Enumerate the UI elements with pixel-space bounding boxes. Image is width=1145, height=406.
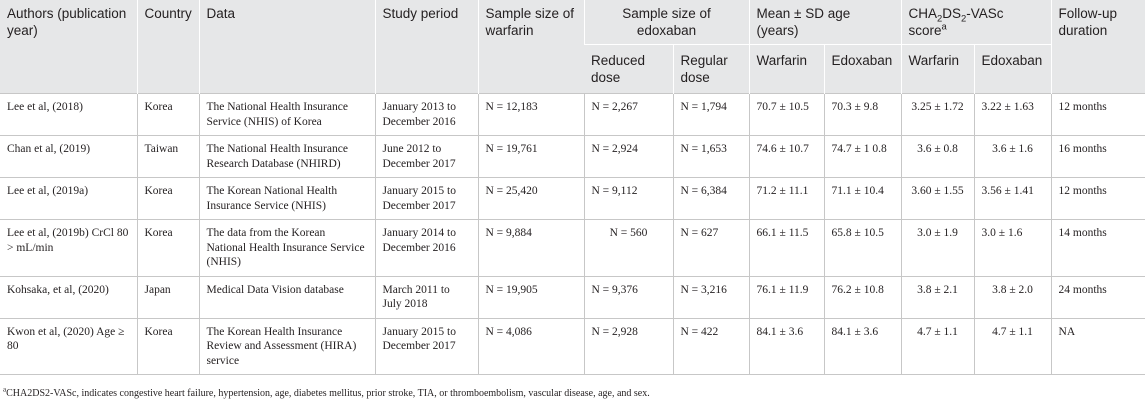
cell-n-reduced: N = 2,924: [584, 136, 673, 178]
footnote-marker: a: [3, 385, 7, 394]
cell-n-regular: N = 6,384: [673, 178, 749, 220]
table-row: [0, 178, 1145, 220]
cha-sub-2: 2: [961, 13, 967, 25]
cell-score-edoxaban: 3.0 ± 1.6: [974, 220, 1051, 277]
header-sample-edoxaban: Sample size of edoxaban: [584, 0, 749, 45]
subheader-regular-dose: Regular dose: [673, 45, 749, 94]
cell-authors: Lee et al, (2019b) CrCl 80 > mL/min: [0, 220, 137, 277]
cell-score-edoxaban: 4.7 ± 1.1: [974, 318, 1051, 375]
cell-age-warfarin: 76.1 ± 11.9: [749, 276, 824, 318]
cell-n-reduced: N = 2,267: [584, 94, 673, 136]
cell-n-regular: N = 1,653: [673, 136, 749, 178]
cell-n-warfarin: N = 25,420: [478, 178, 584, 220]
cell-data: The National Health Insurance Research Database (NHIRD): [199, 136, 375, 178]
cell-age-edoxaban: 65.8 ± 10.5: [824, 220, 901, 277]
cell-age-edoxaban: 84.1 ± 3.6: [824, 318, 901, 375]
cell-data: The National Health Insurance Service (NHIS) of Korea: [199, 94, 375, 136]
cell-score-warfarin: 3.8 ± 2.1: [901, 276, 974, 318]
cell-follow-up: 12 months: [1051, 178, 1145, 220]
cell-n-regular: N = 1,794: [673, 94, 749, 136]
cell-score-warfarin: 3.0 ± 1.9: [901, 220, 974, 277]
cell-age-edoxaban: 70.3 ± 9.8: [824, 94, 901, 136]
cell-n-regular: N = 3,216: [673, 276, 749, 318]
cell-n-warfarin: N = 12,183: [478, 94, 584, 136]
table-row: [0, 220, 1145, 277]
cell-follow-up: 12 months: [1051, 94, 1145, 136]
cell-period: June 2012 to December 2017: [375, 136, 478, 178]
header-country: Country: [137, 0, 199, 94]
cell-authors: Kwon et al, (2020) Age ≥ 80: [0, 318, 137, 375]
cell-n-warfarin: N = 9,884: [478, 220, 584, 277]
cell-period: January 2015 to December 2017: [375, 178, 478, 220]
cell-data: Medical Data Vision database: [199, 276, 375, 318]
cell-age-edoxaban: 71.1 ± 10.4: [824, 178, 901, 220]
cell-score-edoxaban: 3.22 ± 1.63: [974, 94, 1051, 136]
cell-age-warfarin: 70.7 ± 10.5: [749, 94, 824, 136]
header-data: Data: [199, 0, 375, 94]
cell-follow-up: 16 months: [1051, 136, 1145, 178]
cha-footnote-marker: a: [941, 21, 947, 33]
cell-age-warfarin: 66.1 ± 11.5: [749, 220, 824, 277]
cell-score-warfarin: 3.6 ± 0.8: [901, 136, 974, 178]
header-sample-warfarin: Sample size of warfarin: [478, 0, 584, 94]
cell-country: Korea: [137, 94, 199, 136]
cell-period: January 2015 to December 2017: [375, 318, 478, 375]
cell-country: Japan: [137, 276, 199, 318]
cell-n-regular: N = 627: [673, 220, 749, 277]
header-study-period: Study period: [375, 0, 478, 94]
header-cha-score: [901, 0, 1051, 45]
cell-data: The data from the Korean National Health Insurance Service (NHIS): [199, 220, 375, 277]
cell-score-edoxaban: 3.56 ± 1.41: [974, 178, 1051, 220]
cell-period: January 2013 to December 2016: [375, 94, 478, 136]
cell-follow-up: NA: [1051, 318, 1145, 375]
cell-n-warfarin: N = 4,086: [478, 318, 584, 375]
table-row: [0, 318, 1145, 375]
table-body: [0, 94, 1145, 375]
cell-period: March 2011 to July 2018: [375, 276, 478, 318]
cell-country: Korea: [137, 220, 199, 277]
subheader-age-warfarin: Warfarin: [749, 45, 824, 94]
cha-sub-1: 2: [937, 13, 943, 25]
cell-country: Korea: [137, 318, 199, 375]
cell-age-warfarin: 74.6 ± 10.7: [749, 136, 824, 178]
cell-score-warfarin: 3.25 ± 1.72: [901, 94, 974, 136]
table-footnote: [3, 385, 650, 399]
cell-score-warfarin: 4.7 ± 1.1: [901, 318, 974, 375]
cell-n-reduced: N = 9,112: [584, 178, 673, 220]
table-row: [0, 94, 1145, 136]
header-follow-up: Follow-up duration: [1051, 0, 1145, 94]
cell-age-edoxaban: 74.7 ± 1 0.8: [824, 136, 901, 178]
header-authors: Authors (publication year): [0, 0, 137, 94]
cell-n-reduced: N = 560: [584, 220, 673, 277]
cell-follow-up: 14 months: [1051, 220, 1145, 277]
cell-n-warfarin: N = 19,761: [478, 136, 584, 178]
cell-follow-up: 24 months: [1051, 276, 1145, 318]
subheader-reduced-dose: Reduced dose: [584, 45, 673, 94]
table-row: [0, 136, 1145, 178]
cell-n-reduced: N = 9,376: [584, 276, 673, 318]
cell-country: Taiwan: [137, 136, 199, 178]
subheader-age-edoxaban: Edoxaban: [824, 45, 901, 94]
cell-data: The Korean Health Insurance Review and Assessment (HIRA) service: [199, 318, 375, 375]
cell-authors: Lee et al, (2019a): [0, 178, 137, 220]
cell-age-warfarin: 84.1 ± 3.6: [749, 318, 824, 375]
subheader-score-edoxaban: Edoxaban: [974, 45, 1051, 94]
cell-authors: Lee et al, (2018): [0, 94, 137, 136]
cell-n-reduced: N = 2,928: [584, 318, 673, 375]
cha-suffix: -VASc score: [908, 6, 1004, 38]
cell-score-edoxaban: 3.8 ± 2.0: [974, 276, 1051, 318]
cell-age-warfarin: 71.2 ± 11.1: [749, 178, 824, 220]
cell-score-warfarin: 3.60 ± 1.55: [901, 178, 974, 220]
table-row: [0, 276, 1145, 318]
cell-n-warfarin: N = 19,905: [478, 276, 584, 318]
cell-authors: Chan et al, (2019): [0, 136, 137, 178]
cell-n-regular: N = 422: [673, 318, 749, 375]
cell-period: January 2014 to December 2016: [375, 220, 478, 277]
cell-age-edoxaban: 76.2 ± 10.8: [824, 276, 901, 318]
header-row: [0, 0, 1145, 45]
cha-mid: DS: [942, 6, 962, 21]
table-header: [0, 0, 1145, 94]
cell-authors: Kohsaka, et al, (2020): [0, 276, 137, 318]
cell-data: The Korean National Health Insurance Service (NHIS): [199, 178, 375, 220]
header-mean-age: Mean ± SD age (years): [749, 0, 901, 45]
footnote-text: CHA2DS2-VASc, indicates congestive heart failure, hypertension, age, diabetes mellitus, prior stroke, TIA, or thromboembolism, vascular disease, age, and sex.: [6, 388, 650, 399]
cell-country: Korea: [137, 178, 199, 220]
cell-score-edoxaban: 3.6 ± 1.6: [974, 136, 1051, 178]
cha-prefix: CHA: [908, 6, 938, 21]
subheader-score-warfarin: Warfarin: [901, 45, 974, 94]
